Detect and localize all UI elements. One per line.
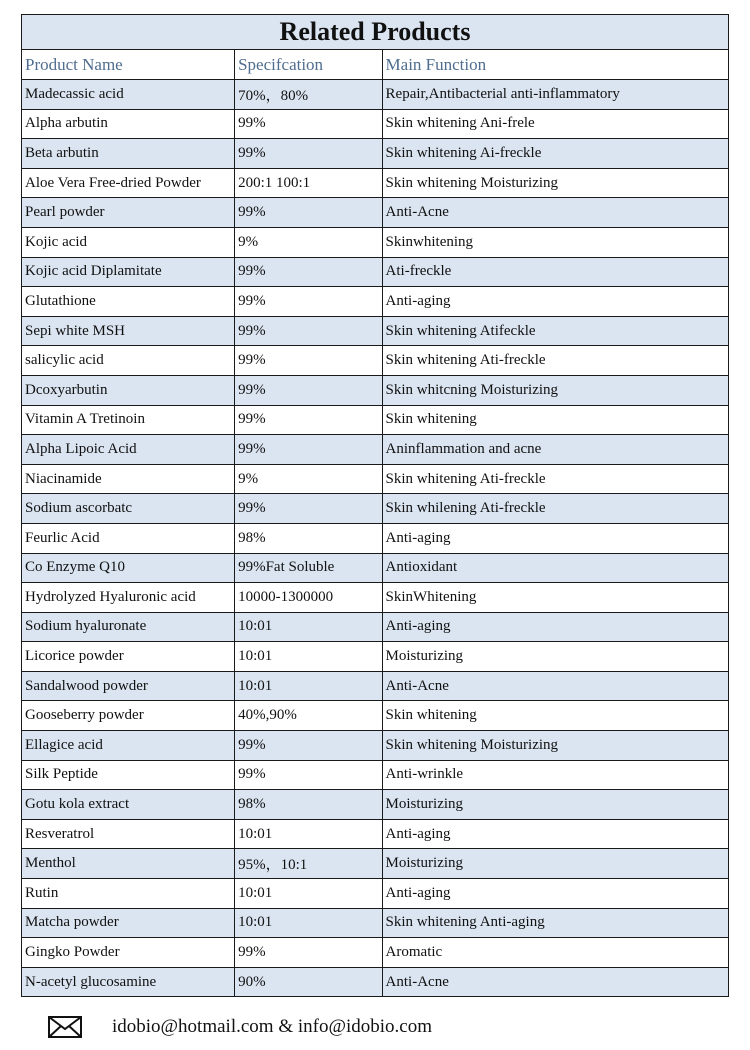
cell-product-name: Dcoxyarbutin: [22, 375, 235, 405]
cell-main-function: Skin whitening Moisturizing: [382, 168, 728, 198]
cell-specification: 40%,90%: [235, 701, 382, 731]
cell-main-function: Skin whitcning Moisturizing: [382, 375, 728, 405]
table-row: [22, 257, 729, 287]
cell-product-name: Co Enzyme Q10: [22, 553, 235, 583]
cell-specification: 99%: [235, 139, 382, 169]
cell-main-function: Anti-Acne: [382, 967, 728, 997]
column-header-specification: Specifcation: [235, 50, 382, 80]
cell-product-name: Rutin: [22, 879, 235, 909]
cell-main-function: Anti-wrinkle: [382, 760, 728, 790]
cell-product-name: Gingko Powder: [22, 938, 235, 968]
cell-product-name: Ellagice acid: [22, 731, 235, 761]
cell-product-name: Gooseberry powder: [22, 701, 235, 731]
cell-product-name: Kojic acid: [22, 227, 235, 257]
table-row: [22, 908, 729, 938]
table-row: [22, 967, 729, 997]
cell-specification: 99%Fat Soluble: [235, 553, 382, 583]
cell-specification: 200:1 100:1: [235, 168, 382, 198]
table-row: [22, 464, 729, 494]
column-header-product-name: Product Name: [22, 50, 235, 80]
cell-product-name: Resveratrol: [22, 819, 235, 849]
contact-footer: [48, 1012, 432, 1042]
cell-product-name: Pearl powder: [22, 198, 235, 228]
cell-specification: 99%: [235, 198, 382, 228]
cell-main-function: Skin whitening Ati-freckle: [382, 346, 728, 376]
table-row: [22, 198, 729, 228]
table-row: [22, 494, 729, 524]
cell-main-function: Skinwhitening: [382, 227, 728, 257]
cell-product-name: Sepi white MSH: [22, 316, 235, 346]
cell-main-function: Moisturizing: [382, 642, 728, 672]
table-row: [22, 139, 729, 169]
cell-specification: 99%: [235, 731, 382, 761]
cell-specification: 9%: [235, 227, 382, 257]
cell-product-name: N-acetyl glucosamine: [22, 967, 235, 997]
cell-product-name: Matcha powder: [22, 908, 235, 938]
cell-product-name: Feurlic Acid: [22, 523, 235, 553]
cell-main-function: Aninflammation and acne: [382, 435, 728, 465]
cell-main-function: Skin whitening Atifeckle: [382, 316, 728, 346]
table-row: [22, 435, 729, 465]
cell-specification: 9%: [235, 464, 382, 494]
cell-main-function: Skin whitening Ani-frele: [382, 109, 728, 139]
table-row: [22, 790, 729, 820]
table-row: [22, 701, 729, 731]
cell-specification: 99%: [235, 346, 382, 376]
cell-specification: 10:01: [235, 671, 382, 701]
cell-specification: 99%: [235, 760, 382, 790]
cell-specification: 90%: [235, 967, 382, 997]
cell-main-function: Anti-aging: [382, 879, 728, 909]
table-row: [22, 849, 729, 879]
cell-product-name: Vitamin A Tretinoin: [22, 405, 235, 435]
cell-main-function: Skin whitening Ati-freckle: [382, 464, 728, 494]
cell-main-function: Moisturizing: [382, 849, 728, 879]
cell-main-function: Skin whitening Moisturizing: [382, 731, 728, 761]
cell-main-function: Aromatic: [382, 938, 728, 968]
table-row: [22, 879, 729, 909]
cell-product-name: Silk Peptide: [22, 760, 235, 790]
table-title: Related Products: [22, 15, 729, 50]
cell-specification: 10:01: [235, 612, 382, 642]
cell-specification: 10:01: [235, 642, 382, 672]
cell-specification: 99%: [235, 109, 382, 139]
table-row: [22, 760, 729, 790]
cell-product-name: Licorice powder: [22, 642, 235, 672]
cell-specification: 99%: [235, 938, 382, 968]
cell-specification: 10:01: [235, 819, 382, 849]
cell-product-name: Niacinamide: [22, 464, 235, 494]
table-row: [22, 583, 729, 613]
table-row: [22, 405, 729, 435]
cell-specification: 10:01: [235, 908, 382, 938]
cell-product-name: Madecassic acid: [22, 80, 235, 110]
cell-main-function: Skin whitening: [382, 701, 728, 731]
table-row: [22, 612, 729, 642]
cell-main-function: Anti-Acne: [382, 671, 728, 701]
table-row: [22, 671, 729, 701]
column-header-row: [22, 50, 729, 80]
contact-emails: idobio@hotmail.com & info@idobio.com: [112, 1016, 432, 1037]
cell-main-function: Skin whitening: [382, 405, 728, 435]
cell-product-name: Gotu kola extract: [22, 790, 235, 820]
cell-main-function: Anti-aging: [382, 819, 728, 849]
cell-main-function: Anti-aging: [382, 287, 728, 317]
table-row: [22, 819, 729, 849]
products-table-container: [21, 14, 729, 997]
cell-product-name: Alpha Lipoic Acid: [22, 435, 235, 465]
cell-specification: 99%: [235, 257, 382, 287]
table-row: [22, 109, 729, 139]
cell-main-function: Skin whitening Ai-freckle: [382, 139, 728, 169]
cell-specification: 98%: [235, 523, 382, 553]
cell-specification: 99%: [235, 375, 382, 405]
cell-main-function: SkinWhitening: [382, 583, 728, 613]
cell-main-function: Anti-Acne: [382, 198, 728, 228]
cell-product-name: Menthol: [22, 849, 235, 879]
column-header-main-function: Main Function: [382, 50, 728, 80]
cell-product-name: Alpha arbutin: [22, 109, 235, 139]
table-row: [22, 346, 729, 376]
products-table: [21, 14, 729, 997]
table-row: [22, 938, 729, 968]
table-row: [22, 642, 729, 672]
cell-main-function: Skin whilening Ati-freckle: [382, 494, 728, 524]
cell-specification: 10000-1300000: [235, 583, 382, 613]
cell-specification: 99%: [235, 435, 382, 465]
table-row: [22, 227, 729, 257]
table-row: [22, 553, 729, 583]
envelope-icon: [48, 1016, 82, 1038]
cell-specification: 99%: [235, 316, 382, 346]
table-row: [22, 287, 729, 317]
cell-specification: 95%，10:1: [235, 849, 382, 879]
cell-main-function: Anti-aging: [382, 612, 728, 642]
cell-main-function: Anti-aging: [382, 523, 728, 553]
table-body: [22, 80, 729, 997]
cell-main-function: Moisturizing: [382, 790, 728, 820]
cell-specification: 99%: [235, 287, 382, 317]
title-row: [22, 15, 729, 50]
cell-specification: 70%，80%: [235, 80, 382, 110]
cell-product-name: Hydrolyzed Hyaluronic acid: [22, 583, 235, 613]
cell-product-name: salicylic acid: [22, 346, 235, 376]
table-row: [22, 523, 729, 553]
table-row: [22, 168, 729, 198]
cell-product-name: Sodium ascorbatc: [22, 494, 235, 524]
cell-specification: 99%: [235, 405, 382, 435]
cell-product-name: Beta arbutin: [22, 139, 235, 169]
cell-product-name: Sodium hyaluronate: [22, 612, 235, 642]
cell-main-function: Skin whitening Anti-aging: [382, 908, 728, 938]
table-row: [22, 731, 729, 761]
cell-product-name: Sandalwood powder: [22, 671, 235, 701]
cell-product-name: Kojic acid Diplamitate: [22, 257, 235, 287]
cell-main-function: Ati-freckle: [382, 257, 728, 287]
cell-product-name: Aloe Vera Free-dried Powder: [22, 168, 235, 198]
cell-product-name: Glutathione: [22, 287, 235, 317]
cell-specification: 98%: [235, 790, 382, 820]
table-row: [22, 375, 729, 405]
cell-main-function: Repair,Antibacterial anti-inflammatory: [382, 80, 728, 110]
cell-specification: 10:01: [235, 879, 382, 909]
table-row: [22, 316, 729, 346]
table-row: [22, 80, 729, 110]
cell-specification: 99%: [235, 494, 382, 524]
cell-main-function: Antioxidant: [382, 553, 728, 583]
